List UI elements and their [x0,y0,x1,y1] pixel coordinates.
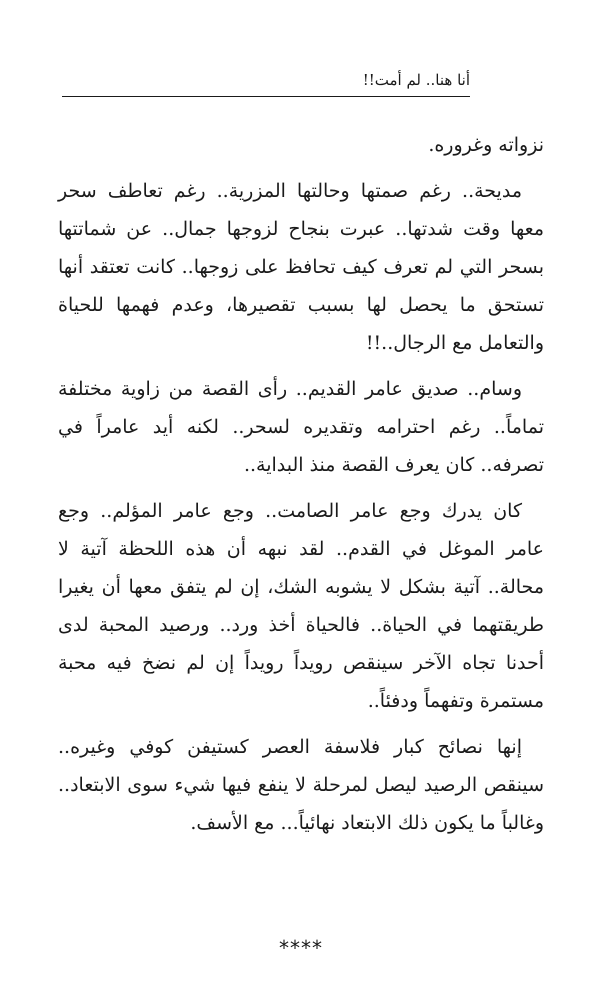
running-header: أنا هنا.. لم أمت!! [62,70,470,97]
paragraph-wisam: وسام.. صديق عامر القديم.. رأى القصة من زاوية مختلفة تماماً.. رغم احترامه وتقديره لسحر.. لكنه أيد عامراً في تصرفه.. كان يعرف القصة منذ البداية.. [58,378,544,476]
paragraph-advice: إنها نصائح كبار فلاسفة العصر كستيفن كوفي وغيره.. سينقص الرصيد ليصل لمرحلة لا ينفع فيها شيء سوى الابتعاد.. وغالباً ما يكون ذلك الابتعاد نهائياً... مع الأسف. [58,736,544,834]
body-text [58,126,544,842]
section-separator: **** [279,936,323,960]
paragraph-continuation: نزواته وغروره. [428,134,544,156]
paragraph-amer-pain: كان يدرك وجع عامر الصامت.. وجع عامر المؤلم.. وجع عامر الموغل في القدم.. لقد نبهه أن هذه اللحظة آتية لا محالة.. آتية بشكل لا يشوبه الشك، إن لم يتفق معها أن يغيرا طريقتهما في الحياة.. فالحياة أخذ ورد.. ورصيد المحبة لدى أحدنا تجاه الآخر سينقص رويداً رويداً إن لم نضخ فيه محبة مستمرة وتفهماً ودفئاً.. [58,500,544,712]
paragraph-madiha: مديحة.. رغم صمتها وحالتها المزرية.. رغم تعاطف سحر معها وقت شدتها.. عبرت بنجاح لزوجها جمال.. عن شماتتها بسحر التي لم تعرف كيف تحافظ على زوجها.. كانت تعتقد أنها تستحق ما يحصل لها بسبب تقصيرها، وعدم فهمها للحياة والتعامل مع الرجال..!! [58,180,544,354]
